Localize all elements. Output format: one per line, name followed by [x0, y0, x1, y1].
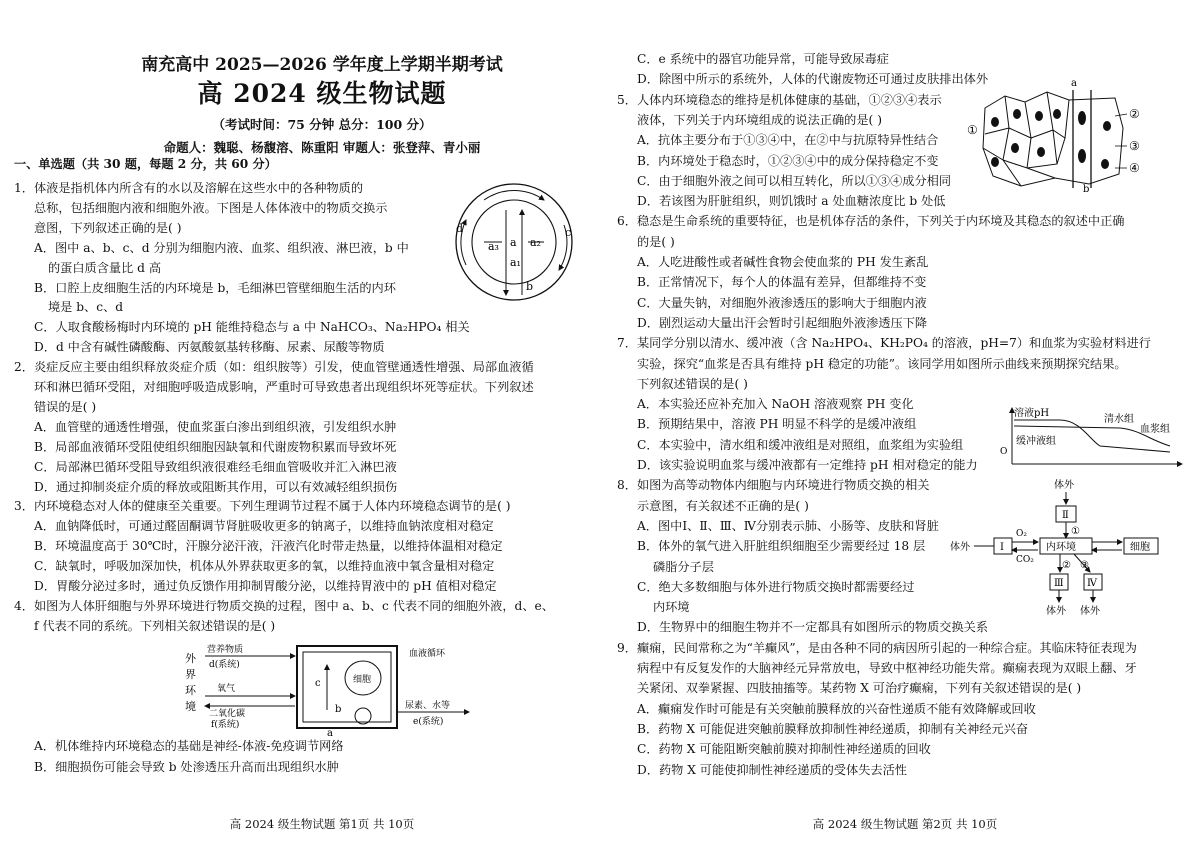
e-system-label: e(系统)	[413, 717, 444, 727]
box-I: Ⅰ	[1000, 542, 1004, 553]
co2-label: 二氧化碳	[209, 709, 246, 719]
outside-4: 境	[185, 700, 196, 713]
marker-2: ②	[1062, 560, 1071, 571]
text-line: B．预期结果中，溶液 PH 明显不科学的是缓冲液组	[637, 417, 917, 432]
text-line: 3．内环境稳态对人体的健康至关重要。下列生理调节过程不属于人体内环境稳态调节的是( )	[14, 499, 511, 514]
text-line: 磷脂分子层	[653, 559, 714, 574]
page1-footer: 高 2024 级生物试题 第1页 共 10页	[229, 817, 415, 831]
box-IV: Ⅳ	[1087, 578, 1097, 589]
label-b-fig4: b	[335, 704, 342, 715]
exam-authors: 命题人：魏聪、杨馥溶、陈重阳 审题人：张登萍、青小丽	[163, 140, 481, 155]
text-line: A．图中Ⅰ、Ⅱ、Ⅲ、Ⅳ分别表示肺、小肠等、皮肤和肾脏	[637, 518, 939, 533]
text-line: D．生物界中的细胞生物并不一定都具有如图所示的物质交换关系	[637, 620, 989, 635]
text-line: D．d 中含有碱性磷酸酶、丙氨酸氨基转移酶、尿素、尿酸等物质	[34, 340, 385, 355]
text-line: 实验，探究“血浆是否具有维持 pH 稳定的功能”。该同学用如图所示曲线来预期探究结果。	[637, 356, 1127, 371]
text-line: 病程中有反复发作的大脑神经元异常放电，导致中枢神经功能失常。癫痫表现为双眼上翻、牙	[637, 661, 1137, 675]
text-line: 错误的是( )	[34, 399, 97, 414]
y-axis-label: 溶液pH	[1014, 408, 1050, 419]
text-line: B．内环境处于稳态时，①②③④中的成分保持稳定不变	[637, 153, 939, 168]
label-2-fig5: ②	[1129, 107, 1140, 121]
text-line: B．药物 X 可能促进突触前膜释放抑制性神经递质，抑制有关神经元兴奋	[637, 721, 1029, 736]
text-line: 的蛋白质含量比 d 高	[48, 260, 162, 275]
text-line: B．局部血液循环受阻使组织细胞因缺氧和代谢废物积累而导致坏死	[34, 439, 397, 454]
text-line: 总称，包括细胞内液和细胞外液。下图是人体体液中的物质交换示	[34, 200, 388, 215]
label-a1: a₁	[510, 256, 521, 269]
text-line: f 代表不同的系统。下列相关叙述错误的是( )	[34, 618, 276, 633]
ph-curve-chart	[1000, 406, 1185, 468]
label-a-fig5: a	[1071, 78, 1077, 89]
text-line: D．通过抑制炎症介质的释放或阻断其作用，可以有效减轻组织损伤	[34, 479, 398, 494]
blood-circulation-label: 血液循环	[409, 649, 446, 659]
text-line: A．癫痫发作时可能是有关突触前膜释放的兴奋性递质不能有效降解或回收	[637, 701, 1036, 716]
text-line: 4．如图为人体肝细胞与外界环境进行物质交换的过程，图中 a、b、c 代表不同的细胞外液，d、e、	[14, 598, 554, 613]
text-line: D．胃酸分泌过多时，通过负反馈作用抑制胃酸分泌，以维持胃液中的 pH 值相对稳定	[34, 579, 497, 593]
d-system-label: d(系统)	[209, 660, 240, 670]
label-1-fig5: ①	[967, 123, 978, 137]
outside-bottom-1: 体外	[1046, 606, 1066, 617]
cell-box: 细胞	[1130, 542, 1150, 553]
text-line: A．图中 a、b、c、d 分别为细胞内液、血浆、组织液、淋巴液，b 中	[34, 240, 409, 255]
text-line: 关紧闭、双拳紧握、四肢抽搐等。某药物 X 可治疗癫痫，下列有关叙述错误的是( )	[637, 681, 1082, 696]
label-a: a	[510, 236, 517, 249]
text-line: A．机体维持内环境稳态的基础是神经-体液-免疫调节网络	[34, 739, 344, 753]
series-plasma: 血浆组	[1140, 424, 1170, 435]
series-water: 清水组	[1104, 414, 1134, 425]
text-line: B．细胞损伤可能会导致 b 处渗透压升高而出现组织水肿	[34, 759, 339, 774]
text-line: C．药物 X 可能阻断突触前膜对抑制性神经递质的回收	[637, 742, 931, 757]
nutrients-label: 营养物质	[207, 645, 244, 655]
box-II: Ⅱ	[1062, 510, 1069, 521]
text-line: 7．某同学分别以清水、缓冲液（含 Na₂HPO₄、KH₂PO₄ 的溶液，pH=7）和血浆为实验材料进行	[617, 336, 1151, 351]
text-line: C．大量失钠，对细胞外液渗透压的影响大于细胞内液	[637, 295, 927, 310]
label-a3: a₃	[488, 240, 499, 253]
label-a2: a₂	[530, 236, 541, 249]
origin-label: O	[1000, 447, 1008, 457]
outside-left: 体外	[950, 542, 970, 553]
label-b: b	[526, 280, 534, 293]
text-line: C．人取食酸杨梅时内环境的 pH 能维持稳态与 a 中 NaHCO₃、Na₂HPO₄ 相关	[34, 320, 470, 335]
co2-label: CO₂	[1016, 555, 1034, 565]
text-line: B．口腔上皮细胞生活的内环境是 b，毛细淋巴管壁细胞生活的内环	[34, 280, 396, 295]
label-4-fig5: ④	[1129, 161, 1140, 175]
text-line: B．环境温度高于 30℃时，汗腺分泌汗液，汗液汽化时带走热量，以维持体温相对稳定	[34, 539, 503, 554]
liver-exchange-diagram	[177, 640, 477, 740]
text-line: 液体，下列关于内环境组成的说法正确的是( )	[637, 112, 882, 127]
text-line: B．体外的氧气进入肝脏组织细胞至少需要经过 18 层	[637, 539, 926, 554]
label-c-fig4: c	[315, 678, 321, 689]
text-line: D．除图中所示的系统外，人体的代谢废物还可通过皮肤排出体外	[637, 72, 989, 87]
text-line: 9．癫痫，民间常称之为“羊癫风”，是由各种不同的病因所引起的一种综合症。其临床特征表现为	[617, 640, 1137, 655]
marker-3: ③	[1080, 560, 1089, 571]
label-b-fig5: b	[1083, 184, 1090, 195]
text-line: A．抗体主要分布于①③④中，在②中与抗原特异性结合	[637, 133, 939, 148]
f-system-label: f(系统)	[211, 720, 240, 730]
text-line: 1．体液是指机体内所含有的水以及溶解在这些水中的各种物质的	[14, 181, 364, 195]
text-line: C．缺氧时，呼吸加深加快，机体从外界获取更多的氧，以维持血液中氧含量相对稳定	[34, 559, 495, 574]
text-line: 环和淋巴循环受阻，对细胞呼吸造成影响，严重时可导致患者出现组织坏死等症状。下列叙述	[34, 380, 534, 394]
text-line: 示意图，有关叙述不正确的是( )	[637, 498, 809, 513]
page2-footer: 高 2024 级生物试题 第2页 共 10页	[812, 817, 998, 831]
text-line: C．e 系统中的器官功能异常，可能导致尿毒症	[637, 52, 889, 66]
text-line: C．本实验中，清水组和缓冲液组是对照组，血浆组为实验组	[637, 437, 964, 452]
outside-2: 界	[185, 668, 196, 681]
text-line: C．由于细胞外液之间可以相互转化，所以①③④成分相同	[637, 173, 952, 188]
outside-3: 环	[185, 684, 196, 697]
exchange-system-diagram	[950, 476, 1190, 618]
fluid-exchange-diagram	[444, 180, 584, 305]
label-a-fig4: a	[327, 728, 333, 739]
text-line: B．正常情况下，每个人的体温有差异，但都维持不变	[637, 275, 927, 290]
text-line: 的是( )	[637, 234, 675, 249]
page-1	[14, 0, 602, 847]
text-line: 下列叙述错误的是( )	[637, 376, 748, 391]
o2-label: O₂	[1016, 529, 1027, 539]
text-line: D．药物 X 可能使抑制性神经递质的受体失去活性	[637, 762, 907, 777]
text-line: D．该实验说明血浆与缓冲液都有一定维持 pH 相对稳定的能力	[637, 458, 978, 472]
oxygen-label: 氧气	[217, 684, 236, 694]
text-line: 境是 b、c、d	[48, 300, 124, 315]
text-line: A．人吃进酸性或者碱性食物会使血浆的 PH 发生紊乱	[637, 255, 929, 269]
text-line: D．若该图为肝脏组织，则饥饿时 a 处血糖浓度比 b 处低	[637, 194, 946, 209]
exam-title: 南充高中 2025—2026 学年度上学期半期考试	[141, 55, 503, 75]
label-3-fig5: ③	[1129, 139, 1140, 153]
box-III: Ⅲ	[1054, 578, 1064, 589]
exam-info: （考试时间：75 分钟 总分：100 分）	[212, 117, 432, 132]
tissue-diagram	[965, 78, 1145, 198]
outside-1: 外	[185, 652, 196, 665]
text-line: A．血管壁的通透性增强，使血浆蛋白渗出到组织液，引发组织水肿	[34, 419, 397, 434]
text-line: 5．人体内环境稳态的维持是机体健康的基础，①②③④表示	[617, 92, 942, 107]
text-line: 2．炎症反应主要由组织释放炎症介质（如：组织胺等）引发，使血管壁通透性增强、局部血液循	[14, 360, 534, 375]
cell-label: 细胞	[353, 675, 372, 685]
text-line: 8．如图为高等动物体内细胞与内环境进行物质交换的相关	[617, 478, 930, 493]
label-d: d	[456, 222, 464, 235]
text-line: 意图，下列叙述正确的是( )	[34, 220, 182, 235]
text-line: C．绝大多数细胞与体外进行物质交换时都需要经过	[637, 579, 915, 594]
internal-environment: 内环境	[1046, 542, 1076, 553]
outside-bottom-2: 体外	[1080, 606, 1100, 617]
page-2	[617, 0, 1185, 847]
outside-top: 体外	[1054, 480, 1074, 491]
text-line: 6．稳态是生命系统的重要特征，也是机体存活的条件，下列关于内环境及其稳态的叙述中正确	[617, 214, 1125, 229]
section-heading: 一、单选题（共 30 题，每题 2 分，共 60 分）	[14, 157, 277, 171]
exam-subtitle: 高 2024 级生物试题	[197, 79, 447, 108]
urea-label: 尿素、水等	[405, 701, 451, 711]
text-line: 内环境	[653, 600, 690, 615]
series-buffer: 缓冲液组	[1016, 436, 1056, 447]
text-line: C．局部淋巴循环受阻导致组织液很难经毛细血管吸收并汇入淋巴液	[34, 459, 397, 474]
marker-1: ①	[1071, 526, 1080, 537]
text-line: D．剧烈运动大量出汗会暂时引起细胞外液渗透压下降	[637, 315, 928, 330]
text-line: A．血钠降低时，可通过醛固酮调节肾脏吸收更多的钠离子，以维持血钠浓度相对稳定	[34, 519, 494, 534]
text-line: A．本实验还应补充加入 NaOH 溶液观察 PH 变化	[637, 397, 914, 412]
label-c: c	[565, 226, 572, 239]
